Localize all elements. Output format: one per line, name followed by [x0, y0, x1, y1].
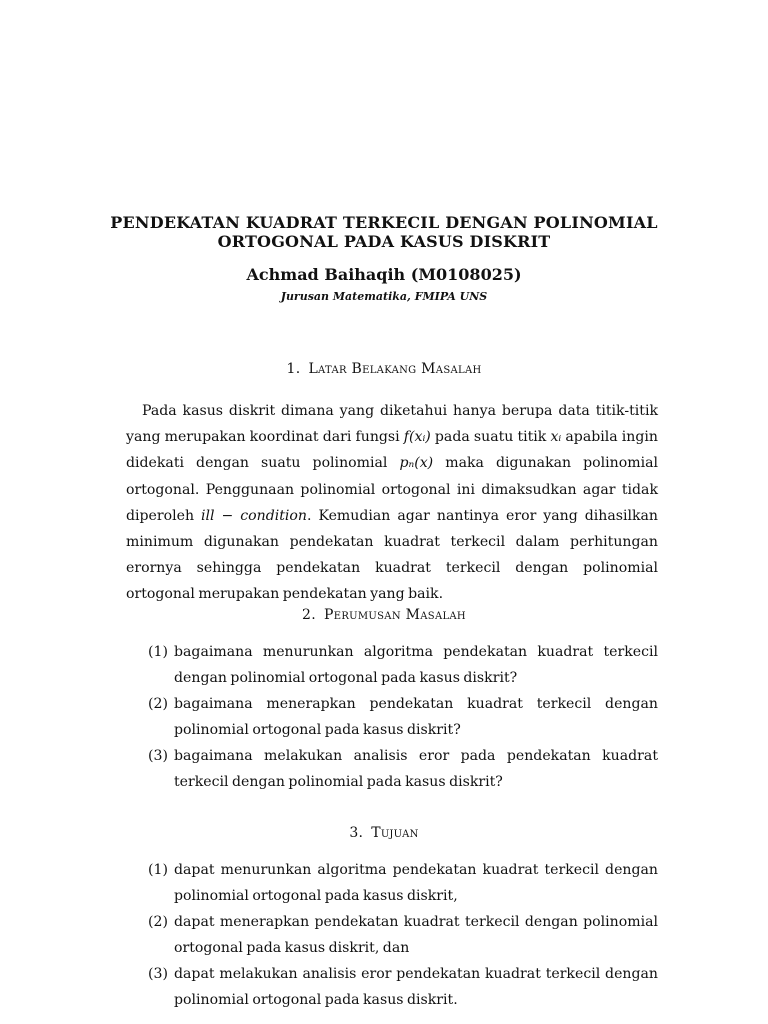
item-text: dapat menerapkan pendekatan kuadrat terkecil dengan polinomial ortogonal pada kasus diskrit, dan: [174, 914, 658, 956]
author-name: Achmad Baihaqih (M0108025): [246, 265, 522, 284]
title-line-2: ORTOGONAL PADA KASUS DISKRIT: [217, 232, 551, 251]
item-number: (2): [148, 914, 168, 930]
problem-list: [148, 640, 658, 796]
item-text: dapat menurunkan algoritma pendekatan kuadrat terkecil dengan polinomial ortogonal pada kasus diskrit,: [174, 862, 658, 904]
section-1-heading: [110, 361, 658, 377]
section-number: 2.: [302, 607, 317, 623]
item-text: bagaimana melakukan analisis eror pada pendekatan kuadrat terkecil dengan polinomial pada kasus diskrit?: [174, 748, 658, 790]
text-run: maka digunakan polinomial ortogonal. Penggunaan polinomial ortogonal ini dimaksudkan agar tidak diperoleh: [126, 455, 659, 524]
text-run: Pada kasus diskrit dimana yang diketahui hanya berupa data titik-titik yang merupakan koordinat dari fungsi: [126, 403, 658, 446]
section-number: 3.: [349, 825, 364, 841]
text-run: . Kemudian agar nantinya eror yang dihasilkan minimum digunakan pendekatan kuadrat terkecil dalam perhitungan erornya sehingga pendekatan kuadrat terkecil dengan polinomial ortogonal merupakan pendekatan yang baik.: [126, 507, 658, 603]
item-number: (1): [148, 644, 168, 660]
list-item: [148, 858, 658, 909]
section-title: Perumusan Masalah: [324, 607, 466, 623]
math-expression: pₙ(x): [399, 455, 434, 472]
section-1-paragraph: [126, 398, 658, 608]
math-expression: f(xᵢ): [403, 429, 431, 446]
section-title: Tujuan: [371, 825, 419, 841]
item-text: bagaimana menerapkan pendekatan kuadrat terkecil dengan polinomial ortogonal pada kasus diskrit?: [174, 696, 658, 738]
item-number: (3): [148, 748, 168, 764]
text-run: pada suatu titik: [430, 429, 551, 446]
list-item: [148, 910, 658, 961]
item-number: (1): [148, 862, 168, 878]
item-text: dapat melakukan analisis eror pendekatan kuadrat terkecil dengan polinomial ortogonal pada kasus diskrit.: [174, 966, 658, 1008]
section-2-heading: [110, 607, 658, 623]
item-text: bagaimana menurunkan algoritma pendekatan kuadrat terkecil dengan polinomial ortogonal pada kasus diskrit?: [174, 644, 658, 686]
text-run: apabila ingin didekati dengan suatu polinomial: [126, 429, 658, 472]
list-item: [148, 640, 658, 691]
paper-title: [110, 213, 658, 251]
list-item: [148, 962, 658, 1013]
list-item: [148, 692, 658, 743]
list-item: [148, 744, 658, 795]
title-line-1: PENDEKATAN KUADRAT TERKECIL DENGAN POLINOMIAL: [110, 213, 658, 232]
section-number: 1.: [286, 361, 301, 377]
section-title: Latar Belakang Masalah: [308, 361, 482, 377]
math-expression: xᵢ: [550, 429, 562, 446]
item-number: (3): [148, 966, 168, 982]
objective-list: [148, 858, 658, 1014]
math-expression: ill − condition: [201, 507, 307, 524]
section-3-heading: [110, 825, 658, 841]
item-number: (2): [148, 696, 168, 712]
author-affiliation: Jurusan Matematika, FMIPA UNS: [280, 290, 488, 303]
